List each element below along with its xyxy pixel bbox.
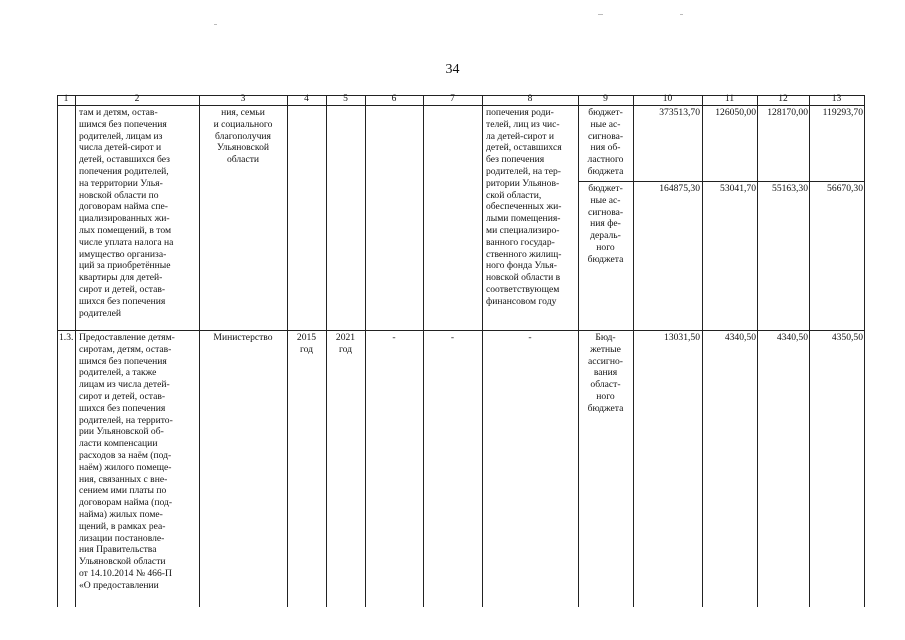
row-b-end-year: 2021 год	[335, 332, 356, 355]
row-a-executor: ния, семьи и социального благополучия Ульяновской области	[213, 107, 273, 166]
grid-line	[757, 95, 758, 607]
scan-mark	[680, 14, 683, 15]
header-col-6: 6	[391, 94, 397, 104]
row-b-start-year: 2015 год	[296, 332, 317, 355]
row-a-regional-y1: 126050,00	[715, 107, 756, 118]
row-b-y3: 4350,50	[831, 332, 863, 343]
row-a-regional-total: 373513,70	[659, 107, 700, 118]
row-a-indicator: попечения роди- телей, лиц из чис- ла детей-сирот и детей, оставшихся без попечения родителей, на тер- ритории Ульянов- ской области, обеспеченных жи- лыми помещения- ми специализиро- ванного государ- ственного жилищ- ного фонда Улья- новской области в соответствующем финансовом году	[486, 107, 562, 307]
header-col-1: 1	[63, 94, 69, 104]
header-col-10: 10	[662, 94, 673, 104]
budget-table	[57, 95, 865, 607]
row-b-source: Бюд- жетные ассигно- вания област- ного бюджета	[587, 332, 624, 414]
row-b-col6: -	[392, 332, 396, 343]
grid-line	[75, 95, 76, 607]
header-col-13: 13	[831, 94, 842, 104]
row-b-description: Предоставление детям- сиротам, детям, остав- шимся без попечения родителей, а также лицам из числа детей- сирот и детей, остав- шихся без попечения родителей, на террито- рии Ульяновской об- ласти компенсации расходов за наём (под- наём) жилого помеще- ния, связанных с вне- сением ими платы по договорам найма (под- найма) жилых поме- щений, в рамках реа- лизации постановле- ния Правительства Ульяновской области от 14.10.2014 № 466-П «О предоставлении	[79, 332, 175, 591]
row-a-regional-y3: 119293,70	[822, 107, 863, 118]
grid-line	[633, 95, 634, 607]
header-col-12: 12	[778, 94, 788, 104]
row-a-source-federal: бюджет- ные ас- сигнова- ния фе- дераль- ного бюджета	[587, 183, 624, 265]
row-a-description: там и детям, остав- шимся без попечения родителей, лицам из числа детей-сирот и детей, оставшихся без попечения родителей, на территории Улья- новской области по договорам найма спе- циализированных жи- лых помещений, в том числе уплата налога на имущество организа- ций за приобретённые квартиры для детей- сирот и детей, остав- шихся без попечения родителей	[79, 107, 174, 319]
grid-line	[578, 181, 865, 182]
grid-line	[423, 95, 424, 607]
grid-line	[365, 95, 366, 607]
row-b-total: 13031,50	[664, 332, 700, 343]
row-a-federal-total: 164875,30	[659, 183, 700, 194]
grid-line	[57, 105, 865, 106]
row-b-indicator: -	[528, 332, 532, 343]
row-a-federal-y2: 55163,30	[772, 183, 808, 194]
row-b-number: 1.3.	[59, 332, 74, 343]
grid-line	[864, 95, 865, 607]
header-col-4: 4	[304, 94, 309, 104]
row-a-federal-y3: 56670,30	[827, 183, 863, 194]
grid-line	[57, 330, 865, 331]
row-b-y1: 4340,50	[724, 332, 756, 343]
header-col-9: 9	[603, 94, 608, 104]
header-col-2: 2	[134, 94, 140, 104]
scan-mark	[598, 14, 603, 15]
page-number: 34	[445, 62, 460, 77]
grid-line	[482, 95, 483, 607]
row-b-y2: 4340,50	[776, 332, 808, 343]
row-a-source-regional: бюджет- ные ас- сигнова- ния об- ластного бюджета	[587, 107, 624, 177]
row-a-federal-y1: 53041,70	[720, 183, 756, 194]
scan-mark	[214, 24, 217, 25]
header-col-7: 7	[450, 94, 455, 104]
grid-line	[199, 95, 200, 607]
row-a-regional-y2: 128170,00	[767, 107, 808, 118]
grid-line	[57, 95, 58, 607]
row-b-col7: -	[450, 332, 455, 343]
header-col-3: 3	[240, 94, 246, 104]
grid-line	[702, 95, 703, 607]
grid-line	[809, 95, 810, 607]
header-col-5: 5	[343, 94, 348, 104]
header-col-8: 8	[527, 94, 533, 104]
row-b-executor: Министерство	[213, 332, 273, 343]
header-col-11: 11	[724, 94, 735, 104]
